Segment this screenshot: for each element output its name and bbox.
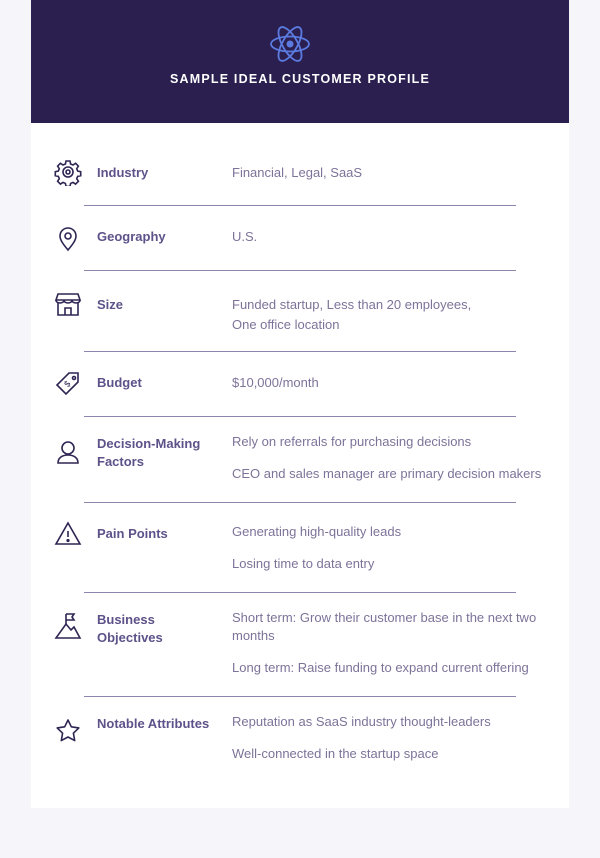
row-value-budget: $10,000/month — [232, 375, 319, 390]
star-icon — [54, 717, 82, 745]
row-value-objectives-line-1: Short term: Grow their customer base in the next two months — [232, 610, 537, 643]
row-value-industry: Financial, Legal, SaaS — [232, 165, 363, 180]
divider — [84, 696, 516, 697]
divider — [84, 205, 516, 206]
row-value-attributes-line-1: Reputation as SaaS industry thought-leaders — [232, 714, 491, 729]
row-value-geography: U.S. — [232, 229, 258, 244]
row-label-budget: Budget — [97, 375, 142, 390]
row-value-attributes-line-2: Well-connected in the startup space — [232, 746, 439, 761]
warning-icon — [54, 520, 82, 548]
atom-icon — [269, 22, 311, 66]
row-label-notable-attributes: Notable Attributes — [97, 716, 210, 731]
row-value-pain-line-2: Losing time to data entry — [232, 556, 375, 571]
storefront-icon — [54, 290, 82, 318]
row-value-decision-line-1: Rely on referrals for purchasing decisions — [232, 434, 472, 449]
row-label-geography: Geography — [97, 229, 166, 244]
profile-header — [31, 0, 569, 123]
page-title: SAMPLE IDEAL CUSTOMER PROFILE — [169, 72, 431, 86]
row-label-pain-points: Pain Points — [97, 526, 168, 541]
row-value-pain-line-1: Generating high-quality leads — [232, 524, 402, 539]
row-label-decision-making-factors: Decision-Making Factors — [97, 436, 201, 469]
svg-text:$: $ — [62, 378, 74, 390]
divider — [84, 416, 516, 417]
row-value-decision-line-2: CEO and sales manager are primary decision makers — [232, 466, 542, 481]
row-value-size-line-2: One office location — [232, 317, 340, 332]
row-label-size: Size — [97, 297, 124, 312]
row-value-objectives-line-2: Long term: Raise funding to expand current offering — [232, 660, 529, 675]
map-pin-icon — [54, 224, 82, 252]
person-icon — [54, 438, 82, 466]
money-tag-icon — [54, 370, 82, 398]
row-value-size-line-1: Funded startup, Less than 20 employees, — [232, 297, 472, 312]
row-label-industry: Industry — [97, 165, 149, 180]
divider — [84, 502, 516, 503]
mountain-flag-icon — [54, 612, 82, 640]
gear-icon — [54, 158, 82, 186]
customer-profile-card — [31, 0, 569, 808]
divider — [84, 592, 516, 593]
divider — [84, 270, 516, 271]
divider — [84, 351, 516, 352]
row-label-business-objectives: Business Objectives — [97, 612, 163, 645]
